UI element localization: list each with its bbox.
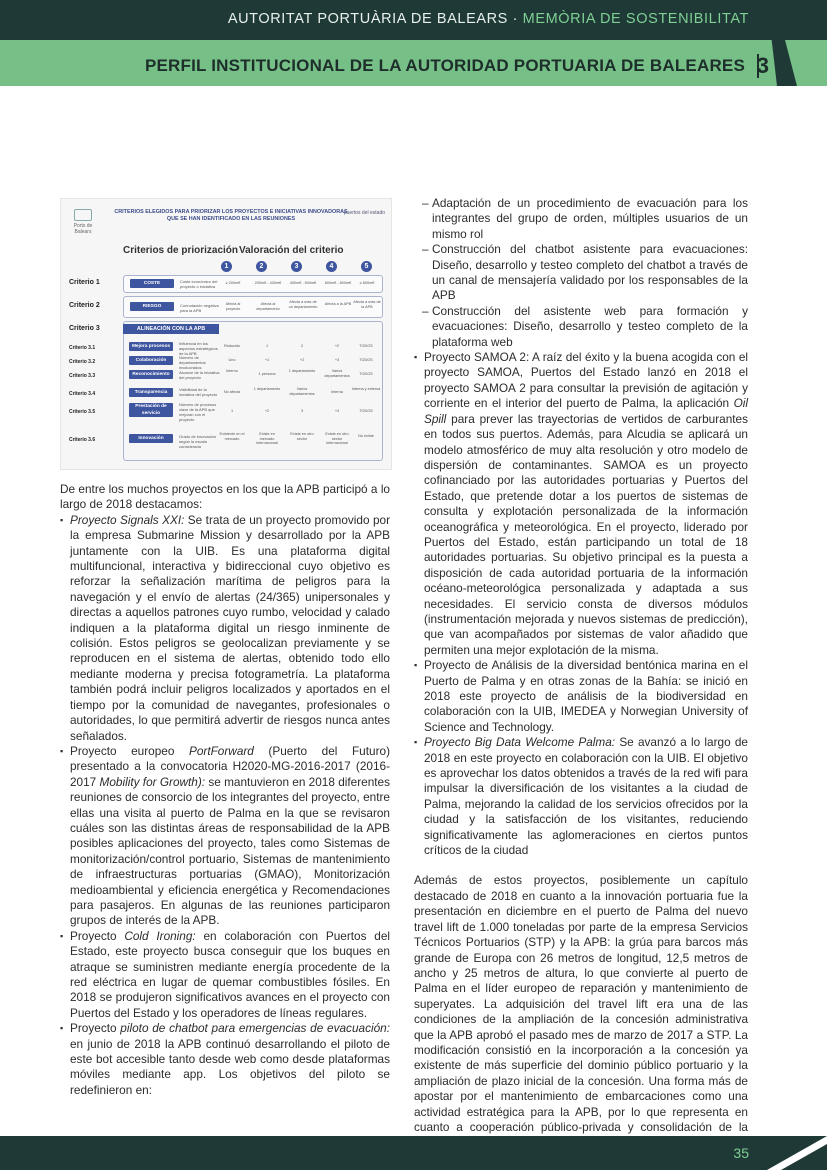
dash-item: – Construcción del asistente web para formación y evacuaciones: Diseño, desarrollo y testeo completo de la plataforma web [414, 304, 748, 350]
sub-criterio-desc: Número de procesos clave de la APB que mejoran con el proyecto [179, 402, 217, 422]
publication-title [228, 11, 749, 27]
sub-criterio-pill: Prestación de servicio [129, 403, 173, 417]
ports-logo: Ports de Balears [65, 209, 101, 235]
sub-criterio-desc: Grado de innovación según la escala considerada [179, 434, 216, 449]
sub-criterio-cell: Existe en otro sector [290, 432, 314, 441]
score-circle: 2 [256, 261, 267, 272]
sub-criterio-cell: 3 [300, 409, 304, 413]
sub-criterio-label: Criterio 3.2 [69, 359, 96, 365]
criterio-desc: Coste económico del proyecto o iniciativa [180, 279, 218, 289]
criterio-cell: 200m€ - 400m€ [254, 281, 282, 285]
sub-criterio-label: Criterio 3.4 [69, 391, 96, 397]
list-item: ▪ Proyecto de Análisis de la diversidad bentónica marina en el Puerto de Palma y en otras zonas de la Bahía: se inició en 2018 este proyecto de análisis de la biodiversidad en colaboración con la UIB, IMEDEA y Norwegian University of Science and Technology. [414, 658, 748, 735]
sub-criterio-pill: Innovación [129, 434, 173, 443]
list-item: ▪ Proyecto SAMOA 2: A raíz del éxito y la buena acogida con el proyecto SAMOA, Puertos del Estado lanzó en 2018 el proyecto SAMOA 2 para consultar la previsión de agitación y corriente en el interior del puerto de Palma, la aplicación Oil Spill para prever las trayectorias de vertidos de carburantes en todos sus puertos. Además, para Alcudia se aplicará un modelo atmosférico de muy alta resolución y otro modelo de dispersión de contaminantes. SAMOA es un proyecto cofinanciado por las autoridades portuarias y Puertos del Estado, que pretende dotar a los puertos de sistemas de consulta y explotación personalizada de la información oceanográfica y meteorológica. En el proyecto, liderado por Puertos del Estado, están participando un total de 18 autoridades portuarias. Su objetivo principal es la puesta a disposición de cada autoridad portuaria de la información océano-meteorológica personalizada y adaptada a sus necesidades. El servicio consta de diversos módulos (instrumentación mejorada y nuevos sistemas de predicción), que van acompañados por sistemas de valor añadido que permiten una mejor explotación de la misma. [414, 350, 748, 658]
sub-criterio-cell: Uno [228, 358, 236, 362]
sub-criterio-pill: Transparencia [129, 388, 173, 397]
sub-criterio-cell: Interna [331, 390, 343, 394]
section-title: PERFIL INSTITUCIONAL DE LA AUTORIDAD PORTUARIA DE BALEARES [144, 56, 745, 75]
top-header-bar [0, 0, 827, 40]
dash-item: – Adaptación de un procedimiento de evacuación para los integrantes del grupo de orden, múltiples usuarios de un mismo rol [414, 196, 748, 242]
score-circle: 4 [326, 261, 337, 272]
sub-criterio-cell: Reducido [223, 344, 241, 348]
sub-criterio-cell: TODOS [359, 372, 373, 376]
list-item: ▪ Proyecto Big Data Welcome Palma: Se avanzó a lo largo de 2018 en este proyecto en colaboración con la UIB. El objetivo es aprovechar los datos obtenidos a través de la red wifi para impulsar la diversificación de los visitantes a la ciudad de Palma, mejorando la calidad de los servicios ofrecidos por la ciudad y la satisfacción de los visitantes, reduciendo significativamente las aglomeraciones en ciertos puntos críticos de la ciudad [414, 735, 748, 858]
criterio-1-row [123, 275, 383, 293]
figure-heading: CRITERIOS ELEGIDOS PARA PRIORIZAR LOS PROYECTOS E INICIATIVAS INNOVADORAS QUE SE HAN IDENTIFICADO EN LAS REUNIONES [114, 209, 348, 222]
report-name: MEMÒRIA DE SOSTENIBILITAT [522, 11, 749, 27]
valuation-col-title: Valoración del criterio [239, 245, 344, 256]
sub-criterio-cell: TODOS [359, 344, 373, 348]
sub-criterio-cell: TODOS [359, 358, 373, 362]
sub-criterio-cell: Existe en otro sector internacional [325, 432, 349, 446]
intro-paragraph: De entre los muchos proyectos en los que la APB participó a lo largo de 2018 destacamos: [60, 482, 390, 512]
sub-criterio-cell: 2 [300, 344, 304, 348]
sub-criterio-cell: +2 [299, 358, 305, 362]
sub-criterio-cell: 1 departamento [253, 387, 281, 391]
closing-paragraph: Además de estos proyectos, posiblemente un capítulo destacado de 2018 en cuanto a la innovación portuaria fue la presentación en diciembre en el puerto de Palma del nuevo travel lift de 1.000 toneladas por parte de la empresa Servicios Técnicos Portuarios (STP) y la APB: la grúa para barcos más grande de Europa con 26 metros de longitud, 12,5 metros de ancho y 25 metros de altura, lo que convierte al puerto de Palma en el líder europeo de reparación y mantenimiento de superyates. La adquisición del travel lift era una de las condiciones de la ampliación de la concesión administrativa que la APB aprobó el pasado mes de marzo de 2017 a STP. La modificación consistió en la incorporación a la concesión ya existente de más superficie del dominio público portuario y la ampliación de plazo inicial de la concesión. Una forma más de apostar por el mantenimiento de embarcaciones como una actividad estratégica para la APB, por lo que representa en cuanto a cooperación público-privada y consolidación de la [414, 873, 748, 1134]
sub-criterio-cell: Varios departamentos [289, 387, 315, 396]
dash-item: – Construcción del chatbot asistente para evacuaciones: Diseño, desarrollo y testeo completo del chatbot a través de un canal de mensajería validado por los responsables de la APB [414, 242, 748, 304]
sub-criterio-label: Criterio 3.6 [69, 437, 96, 443]
sub-criterio-cell: +2 [334, 344, 340, 348]
sub-criterio-cell: +3 [334, 358, 340, 362]
sub-criterio-cell: 1 [230, 409, 234, 413]
sub-criterio-cell: No afecta [223, 390, 241, 394]
sub-criterio-cell: TODOS [359, 409, 373, 413]
sub-criterio-desc: Alcance de la iniciativa del proyecto [179, 370, 220, 380]
criteria-figure [60, 198, 392, 470]
sub-criterio-cell: +4 [334, 409, 340, 413]
sub-criterio-cell: No existe [358, 434, 374, 438]
sub-criterio-pill: Colaboración [129, 356, 173, 365]
criterio-pill: RIESGO [130, 302, 174, 311]
criterio-3-label: Criterio 3 [69, 325, 100, 332]
score-circles [216, 261, 386, 273]
alineacion-pill: ALINEACIÓN CON LA APB [123, 324, 219, 334]
criterio-cell: 400m€ - 600m€ [289, 281, 317, 285]
sub-criterio-cell: +2 [264, 409, 270, 413]
criterio-pill: COSTE [130, 279, 174, 288]
project-list [60, 513, 390, 1098]
chapter-number: 3 [756, 53, 769, 78]
sub-criterio-pill: Reconocimiento [129, 370, 173, 379]
sub-criterio-cell: Varios departamentos [324, 369, 350, 378]
sub-criterio-desc: Influencia en los aspectos estratégicos de la APB [179, 341, 218, 356]
score-circle: 5 [361, 261, 372, 272]
section-header-bar [0, 40, 827, 86]
criterio-cell: Afecta a la APB [324, 302, 352, 306]
list-item: ▪ Proyecto piloto de chatbot para emergencias de evacuación: en junio de 2018 la APB continuó desarrollando el piloto de este bot accesible tanto desde web como desde plataformas móviles mediante app. Los objetivos del piloto se redefinieron en: [60, 1021, 390, 1098]
sub-criterio-label: Criterio 3.3 [69, 373, 96, 379]
left-column [60, 482, 390, 1098]
criterio-cell: 600m€ - 800m€ [324, 281, 352, 285]
page-number: 35 [733, 1145, 749, 1161]
puertos-logo: puertos del estado [343, 210, 385, 216]
score-circle: 3 [291, 261, 302, 272]
criterio-2-row [123, 296, 383, 318]
sub-criterio-label: Criterio 3.1 [69, 345, 96, 351]
sub-criterio-cell: +1 [264, 358, 270, 362]
list-item: ▪ Proyecto europeo PortForward (Puerto del Futuro) presentado a la convocatoria H2020-MG-2016-2017 (2016-2017 Mobility for Growth): se mantuvieron en 2018 diferentes reuniones de consorcio de los integrantes del proyecto, entre ellas una visita al puerto de Palma en la que se revisaron cuáles son las distintas áreas de responsabilidad de la APB posibles aplicaciones del proyecto, tales como Sistemas de monitorización/control portuario, Sistemas de mantenimiento de infraestructuras portuarias (GMAO), Monitorización medioambiental y eficiencia energética y Recomendaciones para pasajeros. En algunas de las reuniones participaron grupos de interés de la APB. [60, 744, 390, 929]
list-item: ▪ Proyecto Signals XXI: Se trata de un proyecto promovido por la empresa Submarine Mission y desarrollado por la APB juntamente con la UIB. Es una plataforma digital multifuncional, interactiva y bidireccional cuyo objetivo es reforzar la señalización marítima de peligros para la navegación y el envío de alertas (24/365) unipersonales y directas a aquellos patrones cuyo rumbo, velocidad y calado indiquen a la plataforma digital un riesgo inminente de colisión. Estos peligros se geolocalizan previamente y se reproducen en el sistema de alertas, obtenido todo ello mediante moderna y precisa fotogrametría. La plataforma también podrá incluir peligros localizados y aportados en el tiempo por la comunidad de navegantes, profesionales o autoridades, lo que permitirá advertir de riesgos nunca antes señalados. [60, 513, 390, 744]
sub-criterio-desc: Número de departamentos involucrados [179, 355, 206, 370]
right-column [414, 196, 748, 1151]
criterio-cell: Afecta a más de la APB [353, 300, 381, 309]
sub-criterio-cell: Existe en mercado internacional [256, 432, 278, 446]
criterio-2-label: Criterio 2 [69, 302, 100, 309]
sub-criterio-cell: Interna y externa [351, 387, 381, 391]
criterio-cell: Afecta al proyecto [225, 302, 241, 311]
criterio-1-label: Criterio 1 [69, 279, 100, 286]
sub-criterio-cell: Existente en el mercado [219, 432, 245, 441]
sub-criterio-cell: 1 [265, 344, 269, 348]
sub-criterio-pill: Mejora procesos [129, 342, 173, 351]
sub-criterio-desc: Visibilidad de la iniciativa del proyecto [179, 387, 218, 397]
criterio-cell: Afecta al departamento [256, 302, 280, 311]
org-name: AUTORITAT PORTUÀRIA DE BALEARS · [227, 11, 523, 27]
sub-criterio-cell: 1 persona [258, 372, 276, 376]
chatbot-objectives-list [414, 196, 748, 858]
corner-decoration [767, 0, 827, 86]
criterio-cell: Afecta a más de un departamento [288, 300, 318, 309]
footer-corner-decoration [767, 1136, 827, 1170]
sub-criterio-label: Criterio 3.5 [69, 409, 96, 415]
list-item: ▪ Proyecto Cold Ironing: en colaboración con Puertos del Estado, este proyecto busca conseguir que los buques en atraque se suministren mediante energía procedente de la red eléctrica en lugar de quemar combustibles fósiles. En 2018 se produjeron significativos avances en el proyecto con Puertos del Estado y los operadores de líneas regulares. [60, 929, 390, 1021]
criteria-col-title: Criterios de priorización [123, 245, 239, 256]
sub-criterio-cell: Interno [226, 369, 238, 373]
score-circle: 1 [221, 261, 232, 272]
criterio-cell: ≥ 200m€ [225, 281, 241, 285]
criterio-desc: Connotación negativa para la APB [180, 303, 219, 313]
criterio-cell: ≥ 800m€ [359, 281, 375, 285]
footer-bar [0, 1136, 827, 1170]
sub-criterio-cell: 1 departamento [288, 369, 316, 373]
